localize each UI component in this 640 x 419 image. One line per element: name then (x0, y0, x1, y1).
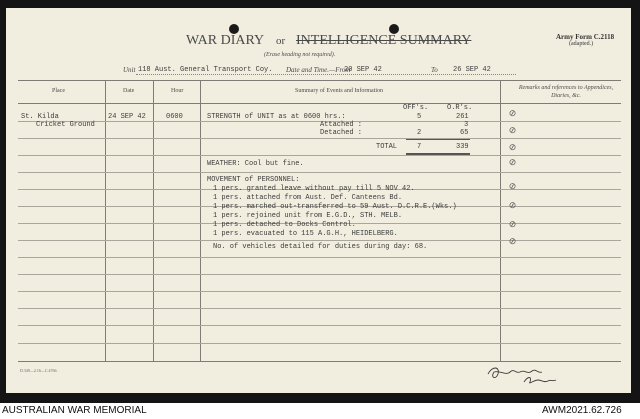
total-ors: 339 (456, 143, 469, 151)
remark-tick-mark: ⊘ (507, 200, 518, 212)
archive-name: AUSTRALIAN WAR MEMORIAL (2, 405, 147, 416)
remark-tick-mark: ⊘ (507, 125, 518, 137)
ruled-line (18, 274, 621, 275)
ruled-line (18, 325, 621, 326)
movement-item: 1 pers. attached from Aust. Def. Canteens Bd. (213, 194, 403, 202)
weather-line: WEATHER: Cool but fine. (207, 160, 304, 168)
detached-ors: 65 (460, 129, 469, 137)
detached-label: Detached : (320, 129, 363, 137)
from-date: 20 SEP 42 (344, 66, 382, 74)
remark-tick-mark: ⊘ (507, 236, 518, 248)
ruled-line (18, 343, 621, 344)
table-top-rule (18, 80, 621, 81)
table-header-rule (18, 103, 621, 104)
unit-label: Unit (123, 66, 136, 74)
to-date: 26 SEP 42 (453, 66, 491, 74)
ruled-line (18, 291, 621, 292)
strength-offrs: 5 (417, 113, 422, 121)
movement-item: 1 pers. detached to Docks Control. (213, 221, 356, 229)
unit-date-underline (136, 74, 516, 76)
ors-header: O.R's. (447, 104, 473, 112)
archive-footer (0, 403, 640, 419)
place-line-2: Cricket Ground (36, 121, 95, 129)
column-rule-date (153, 80, 154, 361)
ruled-line (18, 172, 621, 173)
column-header-place: Place (52, 88, 65, 94)
unit-value: 118 Aust. General Transport Coy. (138, 66, 273, 74)
entry-date: 24 SEP 42 (108, 113, 146, 121)
army-form-number: Army Form C.2118 (556, 33, 615, 41)
movement-item: 1 pers. marched out-transferred to 59 Aust. D.C.R.E.(Wks.) (213, 203, 457, 211)
ruled-line (18, 240, 621, 241)
ruled-line (18, 257, 621, 258)
archive-reference: AWM2021.62.726 (542, 405, 622, 416)
movement-item: 1 pers. granted leave without pay till 5 NOV 42. (213, 185, 415, 193)
place-line-1: St. Kilda (21, 113, 59, 121)
movement-item: 1 pers. rejoined unit from E.G.D., STH. MELB. (213, 212, 403, 220)
ruled-line (18, 155, 621, 156)
column-header-hour: Hour (171, 88, 184, 94)
remark-tick-mark: ⊘ (507, 142, 518, 154)
column-rule-summary (500, 80, 501, 361)
war-diary-sheet (6, 8, 631, 393)
date-time-label: Date and Time.—From (286, 66, 351, 74)
attached-ors: 3 (464, 121, 469, 129)
column-header-summary: Summary of Events and Information (295, 88, 383, 94)
form-title-or: or (276, 35, 286, 47)
column-rule-hour (200, 80, 201, 361)
strength-label: STRENGTH of UNIT as at 0600 hrs.: (207, 113, 346, 121)
column-header-date: Date (123, 88, 135, 94)
ruled-line (18, 138, 621, 139)
remark-tick-mark: ⊘ (507, 181, 518, 193)
detached-offrs: 2 (417, 129, 422, 137)
total-label: TOTAL (376, 143, 398, 151)
ruled-line (18, 308, 621, 309)
movement-item: 1 pers. evacuated to 115 A.G.H., HEIDELBERG. (213, 230, 398, 238)
adapted-note: (adapted.) (569, 41, 594, 47)
total-offrs: 7 (417, 143, 422, 151)
attached-label: Attached : (320, 121, 363, 129)
total-double-rule (406, 153, 470, 155)
movement-header: MOVEMENT of PERSONNEL: (207, 176, 300, 184)
remark-tick-mark: ⊘ (507, 219, 518, 231)
strength-ors: 261 (456, 113, 469, 121)
column-rule-place (105, 80, 106, 361)
print-code: D.349—2.16—C.4766. (20, 368, 58, 373)
remark-tick-mark: ⊘ (507, 157, 518, 169)
to-label: To (431, 66, 438, 74)
total-rule (406, 139, 470, 140)
officer-signature (484, 360, 574, 386)
vehicles-line: No. of vehicles detailed for duties during day: 68. (213, 243, 428, 251)
erase-note: (Erase heading not required). (264, 52, 336, 58)
entry-hour: 0600 (166, 113, 183, 121)
form-title: WAR DIARY (186, 33, 265, 48)
form-title-struck: INTELLIGENCE SUMMARY (296, 33, 472, 48)
remark-tick-mark: ⊘ (507, 108, 518, 120)
offrs-header: OFF's. (403, 104, 429, 112)
column-header-remarks: Remarks and references to Appendices, Diaries, &c. (518, 85, 614, 99)
